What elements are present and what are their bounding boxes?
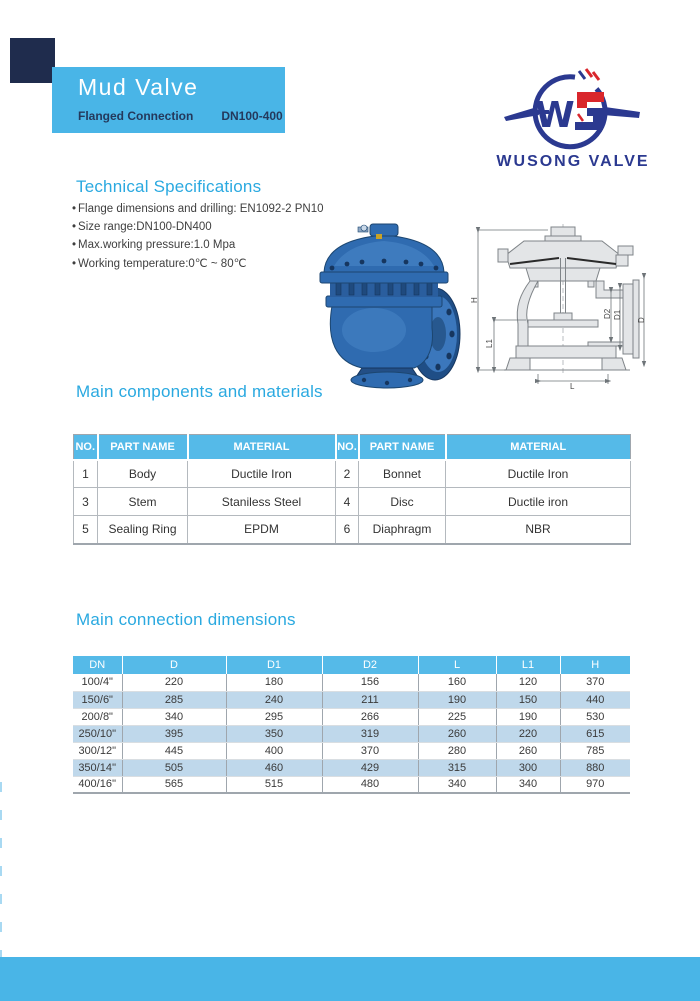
- dim-label-h: H: [470, 297, 479, 303]
- table-cell: Stem: [98, 488, 188, 516]
- spec-bullet: • Flange dimensions and drilling: EN1092-2 PN10: [72, 200, 324, 218]
- table-cell: 515: [226, 776, 322, 793]
- table-cell: 1: [74, 460, 98, 488]
- table-cell: 395: [122, 725, 226, 742]
- table-cell: 190: [418, 691, 496, 708]
- spec-bullet-list: [72, 200, 324, 273]
- table-cell: 156: [322, 674, 418, 691]
- column-header: D: [122, 656, 226, 674]
- table-row: [73, 742, 630, 759]
- table-cell: EPDM: [188, 516, 336, 544]
- table-cell: 150/6": [73, 691, 122, 708]
- spec-bullet: • Size range:DN100-DN400: [72, 218, 324, 236]
- connection-dimensions-table: [73, 656, 630, 794]
- table-cell: 200/8": [73, 708, 122, 725]
- dim-label-l: L: [570, 382, 575, 390]
- table-cell: 220: [496, 725, 560, 742]
- table-cell: 120: [496, 674, 560, 691]
- table-row: [73, 725, 630, 742]
- table-cell: Ductile iron: [446, 488, 631, 516]
- dim-label-d1: D1: [613, 309, 622, 320]
- table-cell: 615: [560, 725, 630, 742]
- table-cell: NBR: [446, 516, 631, 544]
- brand-name: WUSONG VALVE: [496, 153, 650, 170]
- product-title: Mud Valve: [78, 74, 199, 100]
- table-cell: 340: [496, 776, 560, 793]
- column-header: MATERIAL: [446, 435, 631, 460]
- table-cell: 400: [226, 742, 322, 759]
- table-row: [74, 516, 631, 544]
- table-cell: 300/12": [73, 742, 122, 759]
- column-header: PART NAME: [359, 435, 446, 460]
- footer-band: [0, 957, 700, 1001]
- table-cell: 6: [336, 516, 359, 544]
- table-cell: 315: [418, 759, 496, 776]
- table-header-row: [74, 435, 631, 460]
- dim-label-d2: D2: [603, 308, 612, 319]
- table-cell: 400/16'': [73, 776, 122, 793]
- table-cell: 211: [322, 691, 418, 708]
- column-header: D2: [322, 656, 418, 674]
- column-header: NO.: [74, 435, 98, 460]
- table-cell: 445: [122, 742, 226, 759]
- table-cell: 505: [122, 759, 226, 776]
- valve-section-drawing: [468, 224, 660, 395]
- table-cell: 565: [122, 776, 226, 793]
- spec-bullet: • Working temperature:0℃ ~ 80℃: [72, 255, 324, 273]
- table-cell: 4: [336, 488, 359, 516]
- table-cell: 2: [336, 460, 359, 488]
- table-cell: Disc: [359, 488, 446, 516]
- table-cell: 350: [226, 725, 322, 742]
- table-cell: 260: [496, 742, 560, 759]
- section-heading-connection-dimensions: Main connection dimensions: [76, 610, 296, 629]
- components-materials-table: [73, 434, 631, 545]
- column-header: D1: [226, 656, 322, 674]
- table-cell: Sealing Ring: [98, 516, 188, 544]
- table-cell: 100/4": [73, 674, 122, 691]
- column-header: PART NAME: [98, 435, 188, 460]
- column-header: L1: [496, 656, 560, 674]
- table-cell: 250/10": [73, 725, 122, 742]
- table-header-row: [73, 656, 630, 674]
- table-cell: 266: [322, 708, 418, 725]
- table-row: [73, 776, 630, 793]
- table-row: [74, 488, 631, 516]
- product-header-block: [52, 67, 285, 133]
- dim-label-l1: L1: [485, 339, 494, 348]
- table-cell: 880: [560, 759, 630, 776]
- table-cell: 180: [226, 674, 322, 691]
- spec-bullet: • Max.working pressure:1.0 Mpa: [72, 236, 324, 254]
- table-row: [74, 460, 631, 488]
- table-cell: 970: [560, 776, 630, 793]
- table-cell: Body: [98, 460, 188, 488]
- table-row: [73, 674, 630, 691]
- table-row: [73, 759, 630, 776]
- table-cell: 440: [560, 691, 630, 708]
- table-cell: 280: [418, 742, 496, 759]
- table-cell: 5: [74, 516, 98, 544]
- table-cell: 530: [560, 708, 630, 725]
- product-subtitle: [78, 109, 283, 123]
- table-cell: 429: [322, 759, 418, 776]
- corner-accent-square: [10, 38, 55, 83]
- table-cell: 370: [560, 674, 630, 691]
- table-cell: 460: [226, 759, 322, 776]
- connection-type-label: Flanged Connection: [78, 109, 194, 123]
- table-cell: Ductile Iron: [446, 460, 631, 488]
- table-row: [73, 708, 630, 725]
- table-cell: 340: [418, 776, 496, 793]
- section-heading-technical-specifications: Technical Specifications: [76, 177, 262, 196]
- table-cell: 260: [418, 725, 496, 742]
- column-header: L: [418, 656, 496, 674]
- valve-dimension-drawing: [468, 224, 660, 390]
- table-cell: 150: [496, 691, 560, 708]
- valve-product-photo: [302, 222, 464, 395]
- column-header: H: [560, 656, 630, 674]
- table-cell: 340: [122, 708, 226, 725]
- table-cell: Ductile Iron: [188, 460, 336, 488]
- table-cell: 190: [496, 708, 560, 725]
- table-row: [73, 691, 630, 708]
- column-header: DN: [73, 656, 122, 674]
- dim-label-d: D: [637, 317, 646, 323]
- table-cell: 160: [418, 674, 496, 691]
- table-cell: 220: [122, 674, 226, 691]
- brand-logo: [503, 64, 643, 160]
- table-cell: 370: [322, 742, 418, 759]
- column-header: NO.: [336, 435, 359, 460]
- column-header: MATERIAL: [188, 435, 336, 460]
- table-cell: 225: [418, 708, 496, 725]
- table-cell: 319: [322, 725, 418, 742]
- table-cell: Staniless Steel: [188, 488, 336, 516]
- section-heading-main-components: Main components and materials: [76, 382, 323, 401]
- table-cell: 3: [74, 488, 98, 516]
- table-cell: 785: [560, 742, 630, 759]
- logo-monogram: W: [535, 95, 575, 136]
- size-range-label: DN100-400: [221, 109, 283, 123]
- table-cell: 295: [226, 708, 322, 725]
- table-cell: 350/14'': [73, 759, 122, 776]
- print-edge-marks: [0, 782, 2, 960]
- wusong-logo-icon: [503, 64, 643, 160]
- table-cell: 300: [496, 759, 560, 776]
- table-cell: 285: [122, 691, 226, 708]
- mud-valve-image: [302, 222, 464, 390]
- table-cell: 480: [322, 776, 418, 793]
- table-cell: Diaphragm: [359, 516, 446, 544]
- table-cell: Bonnet: [359, 460, 446, 488]
- table-cell: 240: [226, 691, 322, 708]
